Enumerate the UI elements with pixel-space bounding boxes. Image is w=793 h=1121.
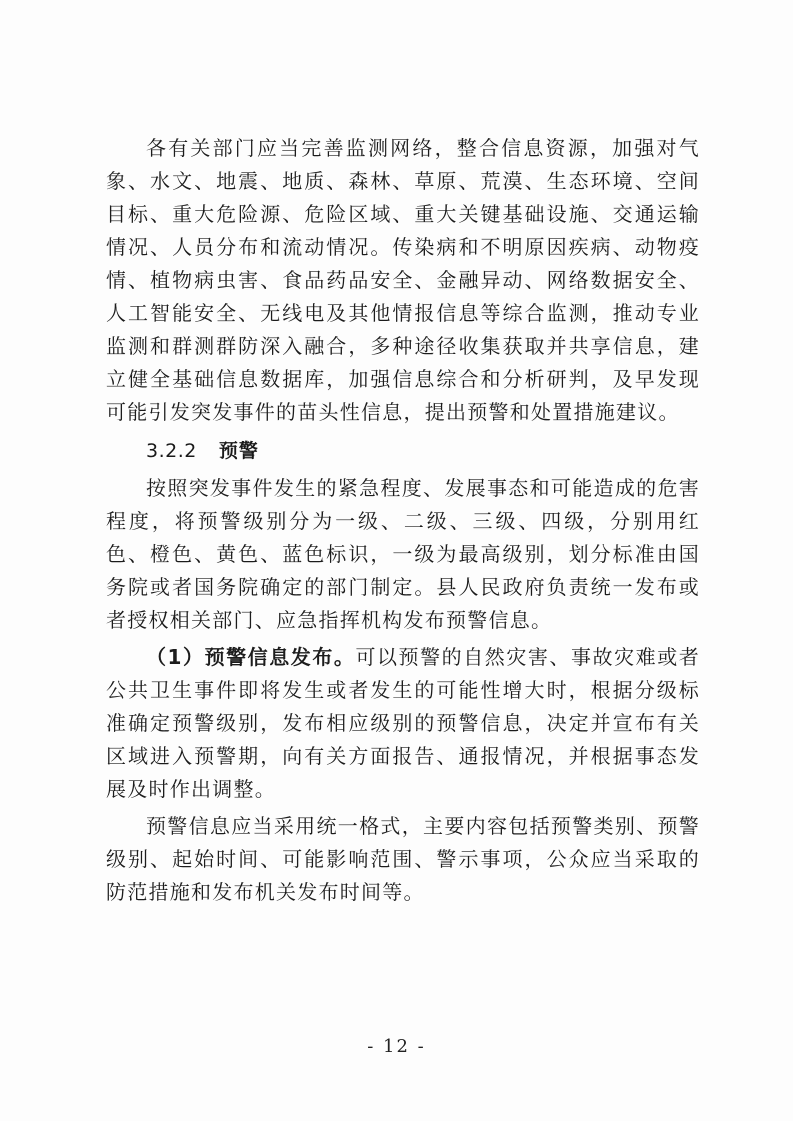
- paragraph-warning-levels: 按照突发事件发生的紧急程度、发展事态和可能造成的危害程度，将预警级别分为一级、二级、三级、四级，分别用红色、橙色、黄色、蓝色标识，一级为最高级别，划分标准由国务院或者国务院确定的部门制定。县人民政府负责统一发布或者授权相关部门、应急指挥机构发布预警信息。: [106, 476, 700, 632]
- section-heading: [106, 435, 700, 468]
- section-number: 3.2.2: [146, 440, 197, 462]
- section-title: 预警: [218, 440, 259, 462]
- page-number: - 12 -: [367, 1036, 426, 1057]
- paragraph-monitoring: 各有关部门应当完善监测网络，整合信息资源，加强对气象、水文、地震、地质、森林、草原、荒漠、生态环境、空间目标、重大危险源、危险区域、重大关键基础设施、交通运输情况、人员分布和流动情况。传染病和不明原因疾病、动物疫情、植物病虫害、食品药品安全、金融异动、网络数据安全、人工智能安全、无线电及其他情报信息等综合监测，推动专业监测和群测群防深入融合，多种途径收集获取并共享信息，建立健全基础信息数据库，加强信息综合和分析研判，及早发现可能引发突发事件的苗头性信息，提出预警和处置措施建议。: [106, 136, 700, 424]
- paragraph-warning-release: [106, 641, 700, 806]
- document-body: [106, 132, 700, 909]
- paragraph-lead: （1）预警信息发布。: [146, 645, 356, 669]
- paragraph-warning-format: 预警信息应当采用统一格式，主要内容包括预警类别、预警级别、起始时间、可能影响范围、警示事项，公众应当采取的防范措施和发布机关发布时间等。: [106, 814, 700, 904]
- paragraph-body: 可以预警的自然灾害、事故灾难或者公共卫生事件即将发生或者发生的可能性增大时，根据分级标准确定预警级别，发布相应级别的预警信息，决定并宣布有关区域进入预警期，向有关方面报告、通报情况，并根据事态发展及时作出调整。: [106, 645, 700, 801]
